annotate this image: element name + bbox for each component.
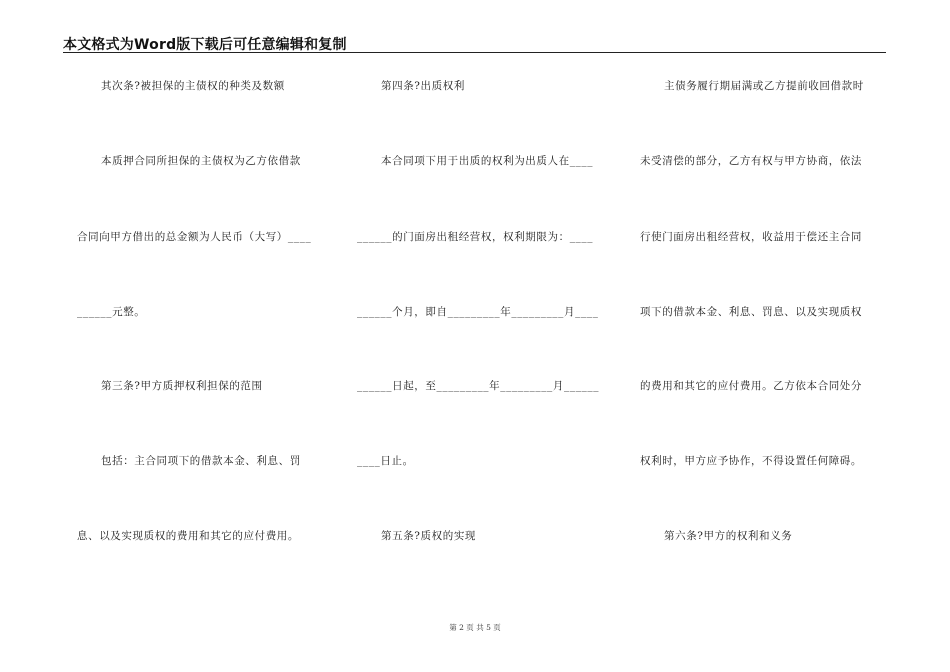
page-number: 第 2 页 共 5 页 — [449, 623, 501, 632]
paragraph-line: 的费用和其它的应付费用。乙方依本合同处分 — [640, 380, 862, 392]
header-divider — [63, 52, 886, 53]
paragraph-line: ______的门面房出租经营权，权利期限为：____ — [357, 231, 594, 243]
paragraph-line: 项下的借款本金、利息、罚息、以及实现质权 — [640, 306, 862, 318]
paragraph-line: ______元整。 — [77, 306, 146, 318]
paragraph-line: 第五条?质权的实现 — [381, 530, 477, 542]
paragraph-line: ______日起，至_________年_________月______ — [357, 380, 600, 392]
paragraph-line: ____日止。 — [357, 455, 414, 467]
paragraph-line: ______个月，即自_________年_________月____ — [357, 306, 599, 318]
paragraph-line: 权利时，甲方应予协作，不得设置任何障碍。 — [640, 455, 862, 467]
paragraph-line: 包括：主合同项下的借款本金、利息、罚 — [101, 455, 301, 467]
paragraph-line: 主债务履行期届满或乙方提前收回借款时 — [664, 80, 864, 92]
paragraph-line: 第六条?甲方的权利和义务 — [664, 530, 793, 542]
paragraph-line: 其次条?被担保的主债权的种类及数额 — [101, 80, 285, 92]
paragraph-line: 第四条?出质权利 — [381, 80, 465, 92]
paragraph-line: 合同向甲方借出的总金额为人民币（大写）____ — [77, 231, 312, 243]
paragraph-line: 未受清偿的部分，乙方有权与甲方协商，依法 — [640, 155, 862, 167]
paragraph-line: 息、以及实现质权的费用和其它的应付费用。 — [77, 530, 299, 542]
header-title: 本文格式为Word版下载后可任意编辑和复制 — [63, 37, 347, 53]
paragraph-line: 本质押合同所担保的主债权为乙方依借款 — [101, 155, 301, 167]
paragraph-line: 本合同项下用于出质的权利为出质人在____ — [381, 155, 594, 167]
paragraph-line: 行使门面房出租经营权，收益用于偿还主合同 — [640, 231, 862, 243]
paragraph-line: 第三条?甲方质押权利担保的范围 — [101, 380, 263, 392]
